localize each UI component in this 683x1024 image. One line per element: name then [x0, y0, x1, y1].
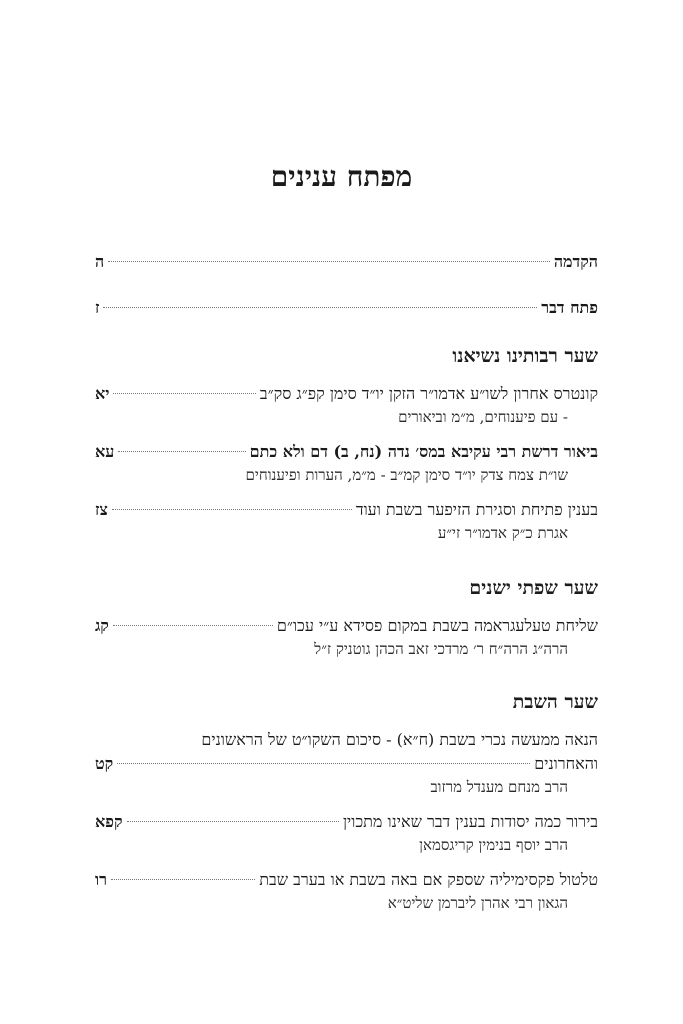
dot-leader	[127, 821, 339, 822]
toc-entry	[95, 810, 598, 856]
entry-title: קונטרס אחרון לשו״ע אדמו״ר הזקן יו״ד סימן קפ״ג סק״ב	[259, 384, 598, 403]
entry-line	[95, 498, 598, 522]
entry-title: בירור כמה יסודות בענין דבר שאינו מתכוין	[342, 812, 598, 831]
toc-entry	[95, 250, 598, 274]
toc-entry	[95, 498, 598, 544]
entry-page: קפא	[95, 812, 123, 831]
dot-leader	[103, 307, 537, 308]
entry-subtitle: הרה״ג הרה״ח ר׳ מרדכי זאב הכהן גוטניק ז״ל	[314, 640, 568, 658]
entry-title-line: הנאה ממעשה נכרי בשבת (ח״א) - סיכום השקו״ט של הראשונים	[201, 730, 598, 749]
section-title: שער שפתי ישנים	[469, 577, 598, 599]
entry-subtitle: הגאון רבי אהרן ליברמן שליט״א	[387, 894, 568, 912]
toc-entry	[95, 614, 598, 660]
entry-subtitle: שו״ת צמח צדק יו״ד סימן קמ״ב - מ״מ, הערות ופיענוחים	[245, 466, 568, 484]
entry-page: קט	[95, 754, 114, 773]
toc-content	[95, 250, 598, 926]
entry-title: טלטול פקסימיליה שספק אם באה בשבת או בערב שבת	[259, 870, 598, 889]
entry-line	[95, 752, 598, 776]
entry-page: קג	[95, 616, 109, 635]
entry-title: שליחת טעלעגראמה בשבת במקום פסידא ע״י עכו״ם	[276, 616, 598, 635]
entry-title: בענין פתיחת וסגירת הזיפער בשבת ועוד	[355, 500, 598, 519]
entry-page: עא	[95, 442, 115, 461]
entry-subtitle: הרב מנחם מענדל מרזוב	[430, 778, 568, 796]
entry-subtitle: אגרת כ״ק אדמו״ר זי״ע	[437, 524, 568, 542]
section-title: שער השבת	[512, 691, 598, 713]
entry-subtitle: - עם פיענוחים, מ״מ וביאורים	[398, 408, 568, 426]
toc-entry	[95, 440, 598, 486]
entry-title: והאחרונים	[534, 754, 598, 773]
dot-leader	[113, 393, 255, 394]
toc-entry	[95, 868, 598, 914]
dot-leader	[111, 879, 255, 880]
entry-line	[95, 810, 598, 834]
entry-line	[95, 868, 598, 892]
entry-line	[95, 614, 598, 638]
entry-page: צז	[95, 500, 108, 519]
dot-leader	[112, 509, 352, 510]
entry-line	[95, 382, 598, 406]
dot-leader	[118, 451, 245, 452]
entry-page: יא	[95, 384, 110, 403]
entry-page: ז	[95, 298, 100, 317]
page-title: מפתח ענינים	[270, 160, 413, 193]
entry-title: ביאור דרשת רבי עקיבא במס׳ נדה (נח, ב) דם ולא כתם	[249, 442, 598, 461]
toc-entry	[95, 728, 598, 798]
dot-leader	[108, 261, 550, 262]
entry-line	[95, 440, 598, 464]
toc-entry	[95, 382, 598, 428]
section-title: שער רבותינו נשיאנו	[452, 345, 598, 367]
entry-page: ה	[95, 252, 105, 271]
entry-page: רו	[95, 870, 107, 889]
entry-subtitle: הרב יוסף בנימין קריגסמאן	[419, 836, 568, 854]
entry-title: הקדמה	[553, 252, 598, 271]
toc-entry	[95, 296, 598, 320]
dot-leader	[113, 625, 273, 626]
dot-leader	[117, 763, 530, 764]
entry-title: פתח דבר	[541, 298, 598, 317]
